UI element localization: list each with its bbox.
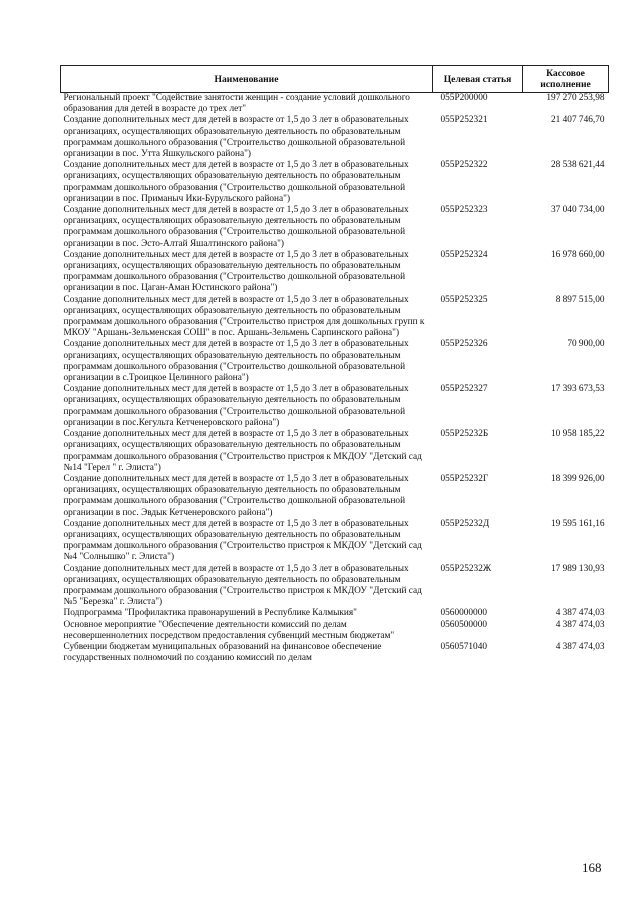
table-row — [61, 564, 609, 609]
row-amount: 197 270 253,98 — [546, 93, 605, 103]
row-code: 055P25232Г — [440, 473, 489, 484]
row-amount: 4 387 474,03 — [555, 641, 605, 652]
table-row — [61, 93, 609, 116]
row-name: Создание дополнительных мест для детей в возрасте от 1,5 до 3 лет в образовательных организациях, осуществляющих образовательную деятельность по образовательным программам дошкольного образования ("Строительство дошкольной образовательной организации в пос. Приманыч Ики-Бурульского района") — [63, 160, 409, 204]
row-code: 055P252323 — [440, 205, 488, 216]
row-amount: 37 040 734,00 — [551, 205, 605, 216]
row-name: Создание дополнительных мест для детей в возрасте от 1,5 до 3 лет в образовательных организациях, осуществляющих образовательную деятельность по образовательным программам дошкольного образования ("Строительство дошкольной образовательной организации в пос. Эвдык Кетченеровского района") — [63, 473, 409, 518]
row-code: 055P252325 — [440, 294, 488, 305]
row-name: Создание дополнительных мест для детей в возрасте от 1,5 до 3 лет в образовательных организациях, осуществляющих образовательную деятельность по образовательным программам дошкольного образования ("Строительство дошкольной образовательной организации в пос. Цаган-Аман Юстинского района") — [63, 249, 409, 294]
row-amount: 21 407 746,70 — [551, 115, 605, 126]
row-name: Создание дополнительных мест для детей в возрасте от 1,5 до 3 лет в образовательных организациях, осуществляющих образовательную деятельность по образовательным программам дошкольного образования ("Строительство пристроя к МКДОУ "Детский сад №5 "Березка" г. Элиста") — [63, 563, 422, 608]
row-name: Основное мероприятие "Обеспечение деятельности комиссий по делам несовершеннолетних посредством предоставления субвенций местным бюджетам" — [63, 619, 395, 641]
row-name: Региональный проект "Содействие занятости женщин - создание условий дошкольного образования для детей в возрасте до трех лет" — [63, 93, 410, 115]
table-row — [61, 160, 609, 205]
row-amount: 19 595 161,16 — [551, 518, 605, 529]
table-row — [61, 339, 609, 384]
table-row — [61, 429, 609, 474]
row-amount: 17 393 673,53 — [551, 384, 605, 395]
row-amount: 16 978 660,00 — [551, 249, 605, 260]
row-code: 0560571040 — [440, 641, 487, 652]
row-code: 055P25232Б — [440, 429, 489, 440]
row-code: 055P25232Ж — [440, 563, 492, 574]
header-amount: Кассовое исполнение — [523, 66, 609, 93]
row-code: 055P25232Д — [440, 518, 490, 529]
header-code: Целевая статья — [433, 66, 523, 93]
table-row — [61, 620, 609, 642]
row-amount: 4 387 474,03 — [555, 608, 605, 619]
table-row — [61, 295, 609, 340]
row-code: 055P252322 — [440, 160, 488, 171]
row-amount: 10 958 185,22 — [551, 429, 605, 440]
row-name: Создание дополнительных мест для детей в возрасте от 1,5 до 3 лет в образовательных организациях, осуществляющих образовательную деятельность по образовательным программам дошкольного образования ("Строительство пристроя для дошкольных групп к МКОУ "Аршань-Зельменская СОШ" в пос. Аршань-Зельмень Сарпинского района") — [63, 294, 425, 339]
row-amount: 18 399 926,00 — [551, 473, 605, 484]
table-row — [61, 608, 609, 619]
row-code: 0560000000 — [440, 608, 487, 619]
row-amount: 17 989 130,93 — [551, 563, 605, 574]
table-row — [61, 115, 609, 160]
document-page — [60, 65, 608, 664]
table-row — [61, 519, 609, 564]
row-code: 055P252327 — [440, 384, 488, 395]
table-header-row — [61, 66, 609, 93]
table-row — [61, 250, 609, 295]
row-name: Создание дополнительных мест для детей в возрасте от 1,5 до 3 лет в образовательных организациях, осуществляющих образовательную деятельность по образовательным программам дошкольного образования ("Строительство дошкольной образовательной организации в пос.Кегульта Кетченеровского района") — [63, 384, 409, 428]
row-code: 0560500000 — [440, 619, 487, 630]
row-name: Создание дополнительных мест для детей в возрасте от 1,5 до 3 лет в образовательных организациях, осуществляющих образовательную деятельность по образовательным программам дошкольного образования ("Строительство дошкольной образовательной организации в пос. Эсто-Алтай Яшалтинского района") — [63, 205, 409, 249]
budget-table — [60, 65, 609, 664]
table-row — [61, 205, 609, 250]
row-name: Создание дополнительных мест для детей в возрасте от 1,5 до 3 лет в образовательных организациях, осуществляющих образовательную деятельность по образовательным программам дошкольного образования ("Строительство дошкольной образовательной организации в с.Троицкое Целинного района") — [63, 339, 409, 384]
page-number: 168 — [582, 860, 602, 875]
row-amount: 4 387 474,03 — [555, 619, 605, 630]
row-name: Создание дополнительных мест для детей в возрасте от 1,5 до 3 лет в образовательных организациях, осуществляющих образовательную деятельность по образовательным программам дошкольного образования ("Строительство пристроя к МКДОУ "Детский сад №14 "Герел " г. Элиста") — [63, 429, 422, 473]
row-name: Создание дополнительных мест для детей в возрасте от 1,5 до 3 лет в образовательных организациях, осуществляющих образовательную деятельность по образовательным программам дошкольного образования ("Строительство дошкольной образовательной организации в пос. Утта Яшкульского района") — [63, 115, 409, 160]
row-code: 055P200000 — [440, 93, 488, 103]
row-name: Субвенции бюджетам муниципальных образований на финансовое обеспечение государственных полномочий по созданию комиссий по делам — [63, 641, 382, 664]
row-name: Подпрограмма "Профилактика правонарушений в Республике Калмыкия" — [63, 608, 357, 619]
row-name: Создание дополнительных мест для детей в возрасте от 1,5 до 3 лет в образовательных организациях, осуществляющих образовательную деятельность по образовательным программам дошкольного образования ("Строительство пристроя к МКДОУ "Детский сад №4 "Солнышко" г. Элиста") — [63, 518, 422, 563]
row-amount: 8 897 515,00 — [555, 294, 605, 305]
table-row — [61, 642, 609, 664]
header-name: Наименование — [61, 66, 433, 93]
row-amount: 70 900,00 — [567, 339, 605, 350]
row-amount: 28 538 621,44 — [551, 160, 605, 171]
table-row — [61, 474, 609, 519]
row-code: 055P252324 — [440, 249, 488, 260]
row-code: 055P252326 — [440, 339, 488, 350]
table-body — [61, 93, 609, 665]
table-row — [61, 384, 609, 429]
row-code: 055P252321 — [440, 115, 488, 126]
